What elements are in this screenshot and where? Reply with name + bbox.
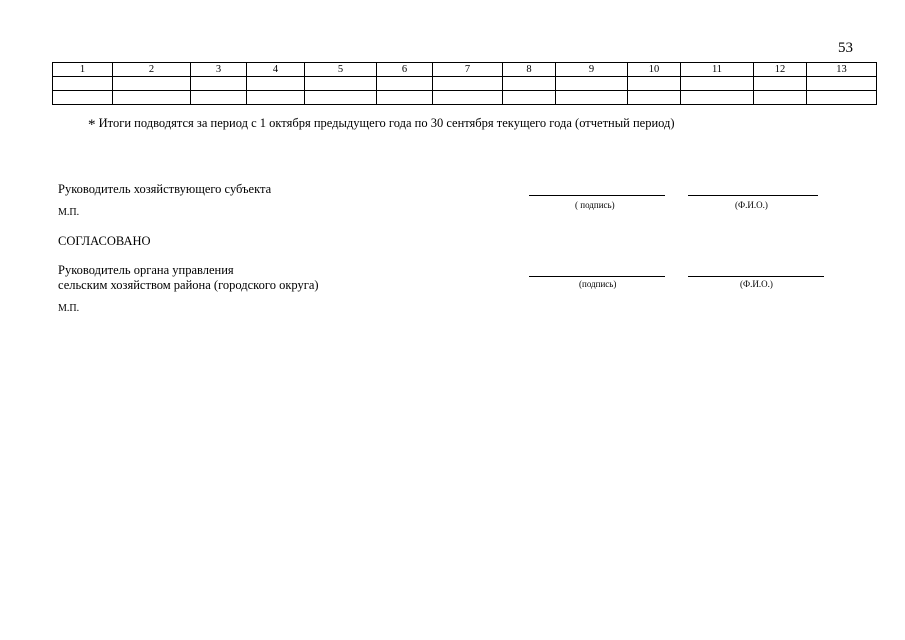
table-cell bbox=[191, 91, 247, 105]
signatory-title-line1: Руководитель органа управления bbox=[58, 263, 234, 277]
table-cell bbox=[754, 91, 807, 105]
table-cell bbox=[113, 77, 191, 91]
name-line bbox=[688, 276, 824, 277]
footnote bbox=[88, 116, 675, 134]
table-cell bbox=[305, 77, 377, 91]
table-header-cell: 4 bbox=[247, 63, 305, 77]
table-row bbox=[53, 77, 877, 91]
table-cell bbox=[377, 91, 433, 105]
table-cell bbox=[807, 91, 877, 105]
table-cell bbox=[247, 91, 305, 105]
seal-label: М.П. bbox=[58, 303, 80, 314]
table-cell bbox=[628, 77, 681, 91]
table-cell bbox=[807, 77, 877, 91]
table-cell bbox=[681, 77, 754, 91]
signature-line bbox=[529, 276, 665, 277]
table-header-row bbox=[53, 63, 877, 77]
table-header-cell: 8 bbox=[503, 63, 556, 77]
table-header-cell: 7 bbox=[433, 63, 503, 77]
table-row bbox=[53, 91, 877, 105]
table-header-cell: 13 bbox=[807, 63, 877, 77]
table-cell bbox=[377, 77, 433, 91]
table-header-cell: 9 bbox=[556, 63, 628, 77]
signature-caption: (подпись) bbox=[579, 279, 617, 289]
table-cell bbox=[503, 77, 556, 91]
table-header-cell: 3 bbox=[191, 63, 247, 77]
table-cell bbox=[247, 77, 305, 91]
seal-label: М.П. bbox=[58, 207, 80, 218]
page-number: 53 bbox=[838, 40, 853, 56]
table-cell bbox=[556, 77, 628, 91]
data-table bbox=[52, 62, 877, 105]
table-cell bbox=[433, 77, 503, 91]
table-cell bbox=[754, 77, 807, 91]
footnote-text: Итоги подводятся за период с 1 октября предыдущего года по 30 сентября текущего года (отчетный период) bbox=[98, 116, 675, 130]
table-cell bbox=[53, 77, 113, 91]
table-cell bbox=[628, 91, 681, 105]
name-caption: (Ф.И.О.) bbox=[740, 279, 773, 289]
signatory-title: Руководитель хозяйствующего субъекта bbox=[58, 182, 272, 196]
table-cell bbox=[556, 91, 628, 105]
table-cell bbox=[191, 77, 247, 91]
footnote-star: * bbox=[88, 117, 96, 133]
table-header-cell: 11 bbox=[681, 63, 754, 77]
name-caption: (Ф.И.О.) bbox=[735, 200, 768, 210]
table-header-cell: 5 bbox=[305, 63, 377, 77]
table-header-cell: 1 bbox=[53, 63, 113, 77]
table-cell bbox=[433, 91, 503, 105]
signature-caption: ( подпись) bbox=[575, 200, 615, 210]
signatory-title-line2: сельским хозяйством района (городского округа) bbox=[58, 278, 319, 292]
table-cell bbox=[113, 91, 191, 105]
approved-label: СОГЛАСОВАНО bbox=[58, 234, 151, 248]
table-cell bbox=[681, 91, 754, 105]
table-cell bbox=[503, 91, 556, 105]
table-header-cell: 6 bbox=[377, 63, 433, 77]
table-header-cell: 12 bbox=[754, 63, 807, 77]
table-cell bbox=[53, 91, 113, 105]
table-header-cell: 10 bbox=[628, 63, 681, 77]
table-cell bbox=[305, 91, 377, 105]
signature-line bbox=[529, 195, 665, 196]
name-line bbox=[688, 195, 818, 196]
table-header-cell: 2 bbox=[113, 63, 191, 77]
